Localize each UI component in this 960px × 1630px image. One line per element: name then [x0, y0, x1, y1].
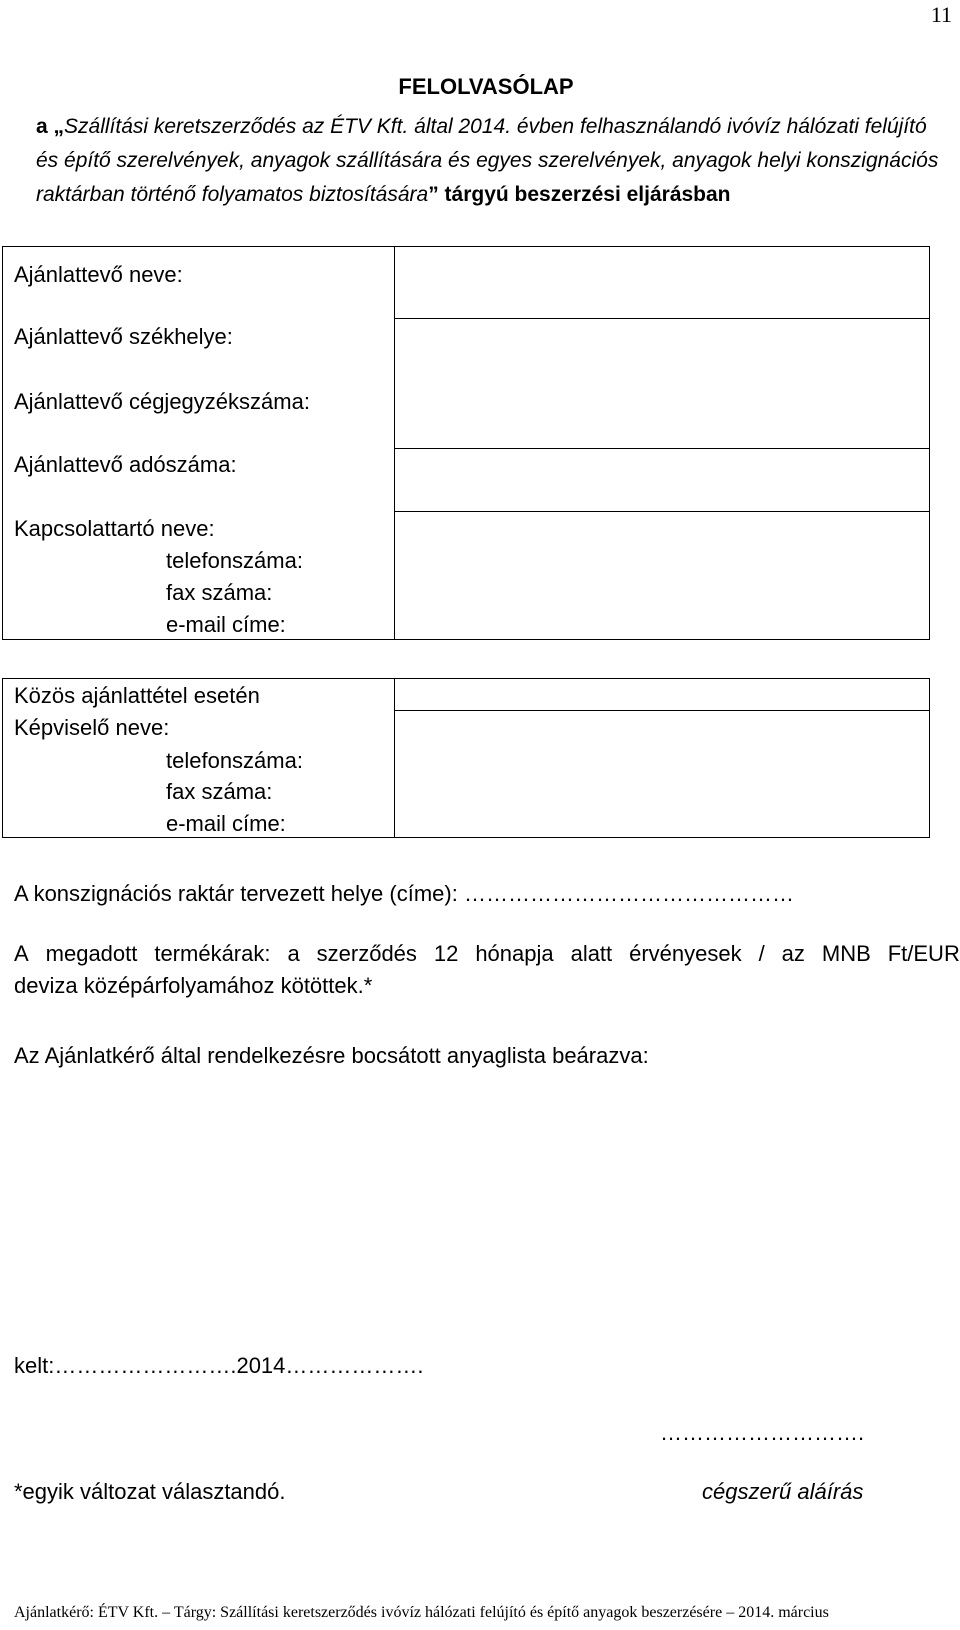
- page-footer: Ajánlatkérő: ÉTV Kft. – Tárgy: Szállítási keretszerződés ivóvíz hálózati felújító és építő anyagok beszerzésére – 2014. március: [14, 1604, 829, 1621]
- representative-table-divider: [394, 678, 395, 838]
- bidder-table-row-line: [394, 448, 930, 449]
- contact-email-label: e-mail címe:: [166, 612, 286, 637]
- prices-word: 12: [433, 941, 459, 966]
- material-list-line: Az Ajánlatkérő által rendelkezésre bocsátott anyaglista beárazva:: [14, 1043, 649, 1068]
- date-line: kelt:…………………….2014……………….: [14, 1353, 424, 1378]
- bidder-table-row-line: [394, 511, 930, 512]
- bidder-seat-label: Ajánlattevő székhelye:: [14, 324, 233, 349]
- contact-phone-label: telefonszáma:: [166, 548, 303, 573]
- prices-word: termékárak:: [154, 941, 271, 966]
- prices-line-1: [14, 938, 960, 970]
- bidder-table-row-line: [394, 318, 930, 319]
- prices-line-2: deviza középárfolyamához kötöttek.*: [14, 973, 373, 998]
- page-number: 11: [930, 2, 952, 27]
- representative-table-row-line: [394, 710, 930, 711]
- page-title: FELOLVASÓLAP: [398, 74, 574, 99]
- signature-line: ……………………….: [660, 1420, 865, 1445]
- bidder-table: [2, 246, 930, 640]
- prices-word: /: [758, 941, 765, 966]
- prices-word: az: [781, 941, 805, 966]
- warehouse-location-line: A konszignációs raktár tervezett helye (címe): ………………………………………: [14, 881, 794, 906]
- prices-word: a: [287, 941, 300, 966]
- contact-fax-label: fax száma:: [166, 580, 273, 605]
- signature-label: cégszerű aláírás: [702, 1479, 864, 1504]
- subject-prefix: a „: [36, 115, 65, 138]
- representative-email-label: e-mail címe:: [166, 811, 286, 836]
- bidder-tax-label: Ajánlattevő adószáma:: [14, 452, 237, 477]
- representative-phone-label: telefonszáma:: [166, 748, 303, 773]
- prices-word: megadott: [45, 941, 138, 966]
- bidder-name-label: Ajánlattevő neve:: [14, 262, 183, 287]
- option-note: *egyik változat választandó.: [14, 1479, 286, 1504]
- prices-word: alatt: [570, 941, 613, 966]
- bidder-registry-label: Ajánlattevő cégjegyzékszáma:: [14, 389, 310, 414]
- contact-name-label: Kapcsolattartó neve:: [14, 516, 215, 541]
- prices-word: szerződés: [316, 941, 417, 966]
- prices-word: A: [14, 941, 29, 966]
- subject-tail: ” tárgyú beszerzési eljárásban: [428, 183, 731, 206]
- representative-name-label: Képviselő neve:: [14, 715, 170, 740]
- subject-italic: Szállítási keretszerződés az ÉTV Kft. által 2014. évben felhasználandó ivóvíz hálózati felújító és építő szerelvények, anyagok szállítására és egyes szerelvények, anyagok helyi konszignációs raktárban történő folyamatos biztosítására: [36, 115, 939, 206]
- bidder-table-divider: [394, 246, 395, 640]
- document-subject: [36, 110, 952, 212]
- joint-bid-label: Közös ajánlattétel esetén: [14, 683, 260, 708]
- prices-word: MNB: [821, 941, 871, 966]
- prices-word: érvényesek: [629, 941, 742, 966]
- representative-fax-label: fax száma:: [166, 779, 273, 804]
- prices-word: Ft/EUR: [887, 941, 960, 966]
- prices-word: hónapja: [475, 941, 554, 966]
